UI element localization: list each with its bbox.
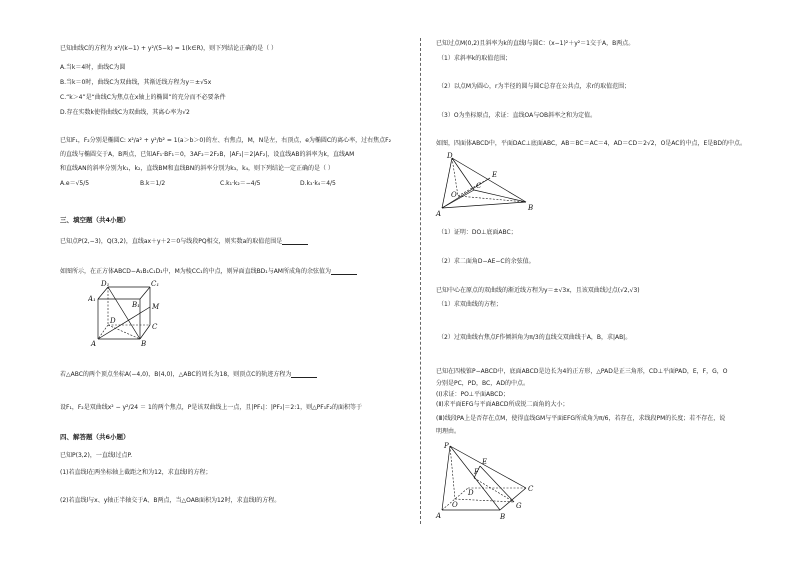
q3-answer-blank [282, 239, 308, 245]
cube-label-c1: C₁ [151, 280, 160, 288]
tetrahedron-figure [434, 150, 544, 220]
tetra-label-b: B [528, 204, 534, 212]
q2-option-a: A.e＝√5/5 [60, 180, 90, 187]
q8-part3: （3）O为坐标原点，求证：直线OA与OB斜率之和为定值。 [438, 112, 597, 119]
q4-text: 如图所示，在正方体ABCD−A₁B₁C₁D₁中，M为棱CC₁的中点，则异面直线BD₁与AM所成角的余弦值为 [60, 268, 357, 275]
cube-label-a1: A₁ [88, 295, 96, 303]
tetra-label-c: C [476, 182, 482, 190]
section-4-heading: 四、解答题（共6小题） [60, 433, 130, 441]
q11-part3-line1: (Ⅲ)线段PA上是否存在点M，使得直线GM与平面EFG所成角为π/6，若存在，求线段PM的长度；若不存在，说 [436, 415, 726, 422]
q9-part1: （1）证明：DO⊥底面ABC； [438, 229, 517, 236]
cube-figure [88, 277, 168, 347]
q9-stem: 如图，四面体ABCD中，平面DAC⊥底面ABC，AB＝BC＝AC＝4，AD＝CD＝2√2，O是AC的中点，E是BD的中点。 [436, 140, 747, 147]
tetra-label-d: D [447, 152, 453, 160]
q4-answer-blank [331, 269, 357, 275]
q2-line2: 的直线与椭圆交于A，B两点，已知AF₁·BF₁＝0，3AF₂＝2F₂B，|AF₁|＝2|AF₂|，设直线AB的斜率为k，直线AM [60, 151, 355, 158]
pyramid-label-p: P [444, 442, 449, 450]
q2-option-b: B.k＝1/2 [140, 180, 166, 187]
pyramid-label-e: E [482, 458, 488, 466]
pyramid-label-c: C [528, 485, 534, 493]
q7-stem: 已知P(3,2)，一直线l过点P. [60, 452, 133, 459]
tetra-label-e: E [492, 171, 498, 179]
q8-part1: （1）求斜率k的取值范围； [438, 55, 512, 62]
q11-stem-line2: 分别是PC，PD，BC，AD的中点。 [436, 380, 529, 387]
q11-part3-line2: 明理由。 [436, 428, 461, 435]
pyramid-figure [434, 440, 554, 522]
pyramid-label-o: O [452, 501, 458, 509]
q8-part2: （2）以点M为圆心，r为半径的圆与圆C总存在公共点，求r的取值范围； [438, 83, 631, 90]
pyramid-label-d: D [468, 489, 474, 497]
q2-line1: 已知F₁，F₂分别是椭圆C: x²/a² + y²/b² = 1(a＞b＞0)的左、右焦点，M，N是左，右顶点，e为椭圆C的离心率，过右焦点F₂ [60, 137, 391, 144]
pyramid-label-f: F [474, 468, 479, 476]
q1-stem: 已知曲线C的方程为 x²/(k−1) + y²/(5−k) = 1(k∈R)，则下列结论正确的是（ ） [60, 45, 278, 52]
q6-text: 设F₁，F₂是双曲线x² − y²/24 ＝ 1的两个焦点，P是该双曲线上一点，且|PF₁|：|PF₂|＝2:1，则△PF₁F₂的面积等于 [60, 404, 363, 411]
q10-stem: 已知中心在原点的双曲线的渐近线方程为y＝±√3x，且该双曲线过点(√2,√3) [436, 287, 640, 294]
q11-part1: (Ⅰ)求证：PO⊥平面ABCD； [436, 391, 509, 398]
q9-part2: （2）求二面角D−AE−C的余弦值。 [438, 258, 535, 265]
q2-option-d: D.k₃·k₄＝4/5 [300, 180, 336, 187]
right-column [420, 0, 794, 562]
cube-label-d1: D₁ [101, 280, 110, 288]
tetra-label-o: O [451, 191, 457, 199]
q2-line3: 和直线AN的斜率分别为k₁，k₂，直线BM和直线BN的斜率分别为k₃，k₄，则下列结论一定正确的是（ ） [60, 165, 334, 172]
q8-stem: 已知过点M(0,2)且斜率为k的直线l与圆C：(x−1)²＋y²＝1交于A，B两点。 [436, 40, 635, 47]
cube-label-m: M [152, 303, 160, 311]
q2-option-c: C.k₁·k₂＝−4/5 [220, 180, 261, 187]
q3-text: 已知点P(2,−3)，Q(3,2)，直线ax＋y＋2＝0与线段PQ相交，则实数a的取值范围是 [60, 238, 308, 245]
pyramid-label-b: B [500, 513, 506, 521]
q1-option-c: C.“k＞4”是“曲线C为焦点在x轴上的椭圆”的充分而不必要条件 [60, 94, 226, 101]
q5-text: 若△ABC的两个顶点坐标A(−4,0)，B(4,0)，△ABC的周长为18，则顶点C的轨迹方程为 [60, 371, 317, 378]
q7-part2: (2)若直线l与x、y轴正半轴交于A、B两点，当△OAB面积为12时，求直线l的方程。 [60, 497, 281, 504]
q5-answer-blank [291, 372, 317, 378]
pyramid-label-a: A [436, 512, 442, 520]
cube-label-c: C [152, 323, 158, 331]
q1-option-b: B.当k＝0时，曲线C为双曲线，其渐近线方程为y＝±√5x [60, 79, 212, 86]
q11-part2: (Ⅱ)求平面EFG与平面ABCD所成锐二面角的大小； [436, 401, 569, 408]
cube-label-d: D [110, 317, 116, 325]
section-3-heading: 三、填空题（共4小题） [60, 216, 130, 224]
q11-stem-line1: 已知在四棱锥P−ABCD中，底面ABCD是边长为4的正方形，△PAD是正三角形，CD⊥平面PAD，E，F，G，O [436, 368, 728, 375]
q1-option-d: D.存在实数k使得曲线C为双曲线，其离心率为√2 [60, 109, 190, 116]
cube-label-b1: B₁ [132, 301, 140, 309]
cube-label-b: B [141, 340, 147, 347]
pyramid-label-g: G [516, 502, 522, 510]
q10-part2: （2）过双曲线右焦点F作倾斜角为π/3的直线交双曲线于A，B，求|AB|。 [438, 334, 632, 341]
q10-part1: （1）求双曲线的方程； [438, 301, 502, 308]
q1-option-a: A.当k＝4时，曲线C为圆 [60, 64, 126, 71]
cube-label-a: A [91, 340, 97, 347]
tetra-label-a: A [436, 210, 442, 218]
q7-part1: (1)若直线l在两坐标轴上截距之和为12，求直线l的方程； [60, 469, 212, 476]
